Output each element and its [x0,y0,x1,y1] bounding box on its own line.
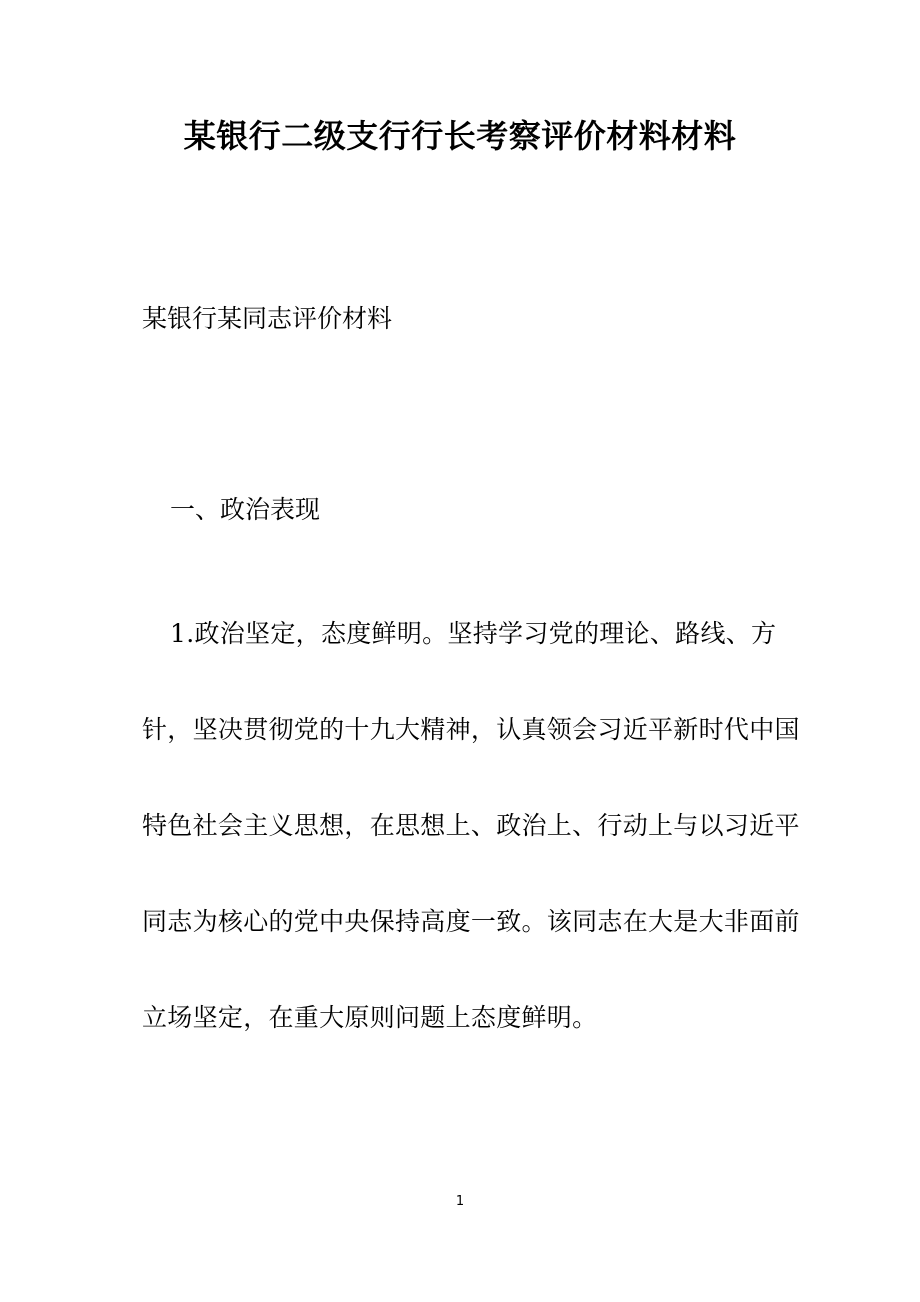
page-number: 1 [455,1194,465,1209]
document-title: 某银行二级支行行长考察评价材料材料 [183,117,737,155]
body-paragraph: 1.政治坚定，态度鲜明。坚持学习党的理论、路线、方针，坚决贯彻党的十九大精神，认真领会习近平新时代中国特色社会主义思想，在思想上、政治上、行动上与以习近平同志为核心的党中央保持高度一致。该同志在大是大非面前立场坚定，在重大原则问题上态度鲜明。 [142,619,800,1032]
section-heading: 一、政治表现 [170,495,321,524]
document-subtitle: 某银行某同志评价材料 [142,304,393,333]
